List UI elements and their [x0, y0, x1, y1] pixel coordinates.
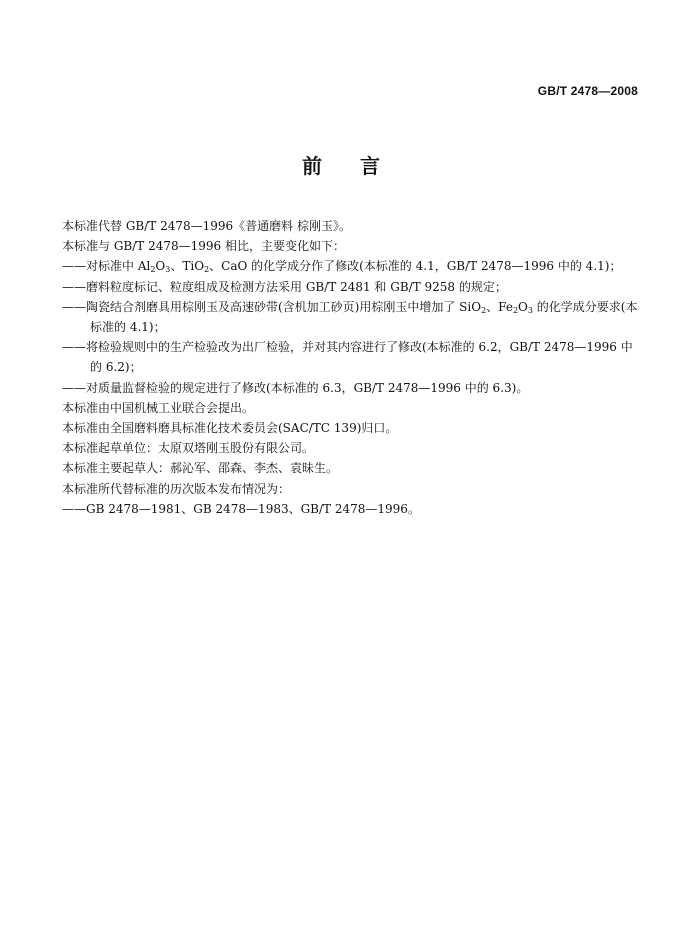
paragraph-proposed-by: 本标准由中国机械工业联合会提出。: [62, 400, 255, 415]
foreword-body: [62, 216, 644, 519]
paragraph-replaces: 本标准代替 GB/T 2478—1996《普通磨料 棕刚玉》。: [62, 219, 351, 233]
change-item-quality-supervision: ——对质量监督检验的规定进行了修改(本标准的 6.3，GB/T 2478—1996 中的 6.3)。: [62, 380, 529, 395]
history-item-versions: ——GB 2478—1981、GB 2478—1983、GB/T 2478—1996。: [62, 501, 420, 516]
page-title: 前言: [302, 154, 418, 178]
paragraph-history-intro: 本标准所代替标准的历次版本发布情况为：: [62, 481, 291, 496]
paragraph-committee: 本标准由全国磨料磨具标准化技术委员会(SAC/TC 139)归口。: [62, 421, 398, 436]
change-item-chemical-composition: ——对标准中 $Al_2O_3$、TiO$_2$、CaO 的化学成分作了修改(本标准的 4.1，GB/T 2478—1996 中的 4.1)；: [62, 259, 622, 275]
change-item-grit-size: ——磨料粒度标记、粒度组成及检测方法采用 GB/T 2481 和 GB/T 9258 的规定；: [62, 279, 507, 294]
paragraph-drafting-unit: 本标准起草单位：太原双塔刚玉股份有限公司。: [62, 441, 315, 456]
change-item-inspection-rules: ——将检验规则中的生产检验改为出厂检验，并对其内容进行了修改(本标准的 6.2，GB/T 2478—1996 中的 6.2)；: [62, 340, 633, 375]
change-item-added-requirements: ——陶瓷结合剂磨具用棕刚玉及高速砂带(含机加工砂页)用棕刚玉中增加了 SiO$_2$、$Fe_2O_3$ 的化学成分要求(本标准的 4.1)；: [62, 299, 638, 335]
standard-code-header: GB/T 2478—2008: [537, 84, 638, 98]
paragraph-changes-intro: 本标准与 GB/T 2478—1996 相比，主要变化如下：: [62, 239, 345, 254]
paragraph-drafters: 本标准主要起草人：郝沁军、邵森、李杰、袁昧生。: [62, 461, 339, 476]
